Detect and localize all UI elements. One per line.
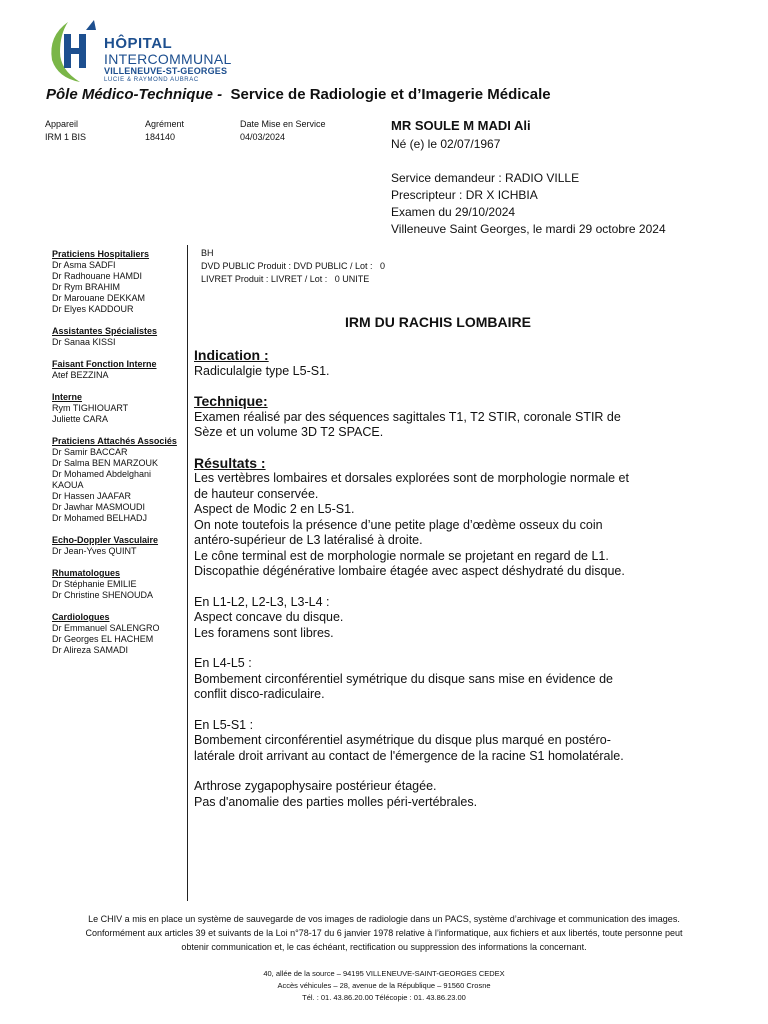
staff-group [52,436,188,524]
text-line: Bombement circonférentiel symétrique du disque sans mise en évidence de [194,671,613,686]
footer-notice [30,912,738,954]
footer-line-1: Le CHIV a mis en place un système de sauvegarde de vos images de radiologie dans un PACS, système d’archivage et communication des images. [88,914,680,924]
staff-name: Dr Georges EL HACHEM [52,634,154,644]
text-line: conflit disco-radiculaire. [194,687,325,701]
report-title: IRM DU RACHIS LOMBAIRE [345,314,531,330]
service-name: Service de Radiologie et d’Imagerie Médicale [230,86,551,103]
staff-name: Rym TIGHIOUART [52,403,129,413]
staff-name: Dr Radhouane HAMDI [52,271,143,281]
text-line: Bombement circonférentiel asymétrique du disque plus marqué en postéro- [194,733,611,747]
l4-l5-heading: En L4-L5 : [194,656,252,670]
staff-group-heading: Faisant Fonction Interne [52,359,157,369]
staff-name: KAOUA [52,480,84,490]
indication-text [194,364,684,380]
staff-group [52,249,188,315]
footer-line-3: obtenir communication et, le cas échéant, rectification ou suppression des informations la concernant. [181,942,587,952]
text-line: Pas d'anomalie des parties molles péri-vertébrales. [194,794,478,809]
l5-s1-text [194,733,684,764]
text-line: Sèze et un volume 3D T2 SPACE. [194,425,384,439]
staff-group [52,359,188,381]
address-line-1: 40, allée de la source – 94195 VILLENEUVE-SAINT-GEORGES CEDEX [263,969,505,978]
staff-name: Dr Salma BEN MARZOUK [52,458,159,468]
vertical-divider [187,245,188,901]
staff-name: Dr Sanaa KISSI [52,337,116,347]
staff-name: Dr Marouane DEKKAM [52,293,146,303]
technique-text [194,410,684,441]
address-line-3: Tél. : 01. 43.86.20.00 Télécopie : 01. 43.86.23.00 [302,993,466,1002]
text-line: Discopathie dégénérative lombaire étagée avec aspect déshydraté du disque. [194,564,625,578]
patient-birth: Né (e) le 02/07/1967 [391,137,501,151]
staff-name: Dr Samir BACCAR [52,447,128,457]
hospital-logo-text [104,36,232,84]
text-line: Arthrose zygapophysaire postérieur étagée. [194,779,437,793]
patient-name: MR SOULE M MADI Ali [391,118,531,133]
pole-title [46,86,551,103]
staff-group [52,392,188,425]
l4-l5-text [194,672,684,703]
staff-group-heading: Interne [52,392,83,402]
text-line: Radiculalgie type L5-S1. [194,363,330,378]
staff-sidebar [52,249,188,667]
supports-line-2: DVD PUBLIC Produit : DVD PUBLIC / Lot : 0 [201,261,386,271]
staff-name: Juliette CARA [52,414,109,424]
staff-name: Dr Christine SHENOUDA [52,590,154,600]
text-line: antéro-supérieur de L3 latéralisé à droite. [194,533,423,547]
exam-date: Examen du 29/10/2024 [391,205,516,219]
prescriber: Prescripteur : DR X ICHBIA [391,188,538,202]
place-date: Villeneuve Saint Georges, le mardi 29 octobre 2024 [391,222,666,236]
supports-line-3: LIVRET Produit : LIVRET / Lot : 0 UNITE [201,274,370,284]
indication-heading: Indication : [194,347,269,363]
staff-name: Dr Asma SADFI [52,260,116,270]
text-line: Le cône terminal est de morphologie normale se projetant en regard de L1. [194,548,609,563]
logo-line-4: LUCIE & RAYMOND AUBRAC [104,77,199,83]
staff-name: Dr Emmanuel SALENGRO [52,623,160,633]
text-line: Les foramens sont libres. [194,625,334,640]
staff-group [52,568,188,601]
staff-name: Dr Jawhar MASMOUDI [52,502,146,512]
staff-group-heading: Echo-Doppler Vasculaire [52,535,159,545]
staff-group-heading: Cardiologues [52,612,110,622]
staff-name: Dr Alireza SAMADI [52,645,129,655]
address-line-2: Accès véhicules – 28, avenue de la République – 91560 Crosne [277,981,491,990]
resultats-heading: Résultats : [194,454,266,471]
l5-s1-heading: En L5-S1 : [194,717,254,732]
staff-name: Dr Jean-Yves QUINT [52,546,137,556]
staff-name: Dr Elyes KADDOUR [52,304,134,314]
staff-group-heading: Assistantes Spécialistes [52,326,158,336]
date-service-value: 04/03/2024 [240,132,286,142]
staff-group-heading: Rhumatologues [52,568,121,578]
staff-name: Dr Mohamed Abdelghani [52,469,152,479]
staff-name: Dr Hassen JAAFAR [52,491,132,501]
l1-l4-text [194,610,684,641]
staff-group [52,535,188,557]
text-line: de hauteur conservée. [194,486,319,501]
requesting-service: Service demandeur : RADIO VILLE [391,171,580,185]
text-line: Aspect de Modic 2 en L5-S1. [194,502,355,516]
technique-heading: Technique: [194,393,268,409]
text-line: Examen réalisé par des séquences sagittales T1, T2 STIR, coronale STIR de [194,409,621,424]
exam-supports [201,247,385,286]
footer-address [30,968,738,1004]
staff-group-heading: Praticiens Hospitaliers [52,249,150,259]
conclusion-text [194,779,684,810]
staff-group [52,326,188,348]
l1-l4-heading: En L1-L2, L2-L3, L3-L4 : [194,594,330,609]
supports-line-1: BH [201,248,214,258]
footer-line-2: Conformément aux articles 39 et suivants de la Loi n°78-17 du 6 janvier 1978 relative à l’informatique, aux fichiers et aux libertés, toute personne peut [85,928,683,938]
text-line: Les vertèbres lombaires et dorsales explorées sont de morphologie normale et [194,471,629,485]
appareil-value: IRM 1 BIS [45,132,87,142]
logo-line-2: INTERCOMMUNAL [104,51,232,67]
agrement-label: Agrément [145,119,185,129]
staff-name: Dr Stéphanie EMILIE [52,579,137,589]
staff-group [52,612,188,656]
resultats-text [194,471,684,580]
agrement-value: 184140 [145,132,176,142]
logo-line-1: HÔPITAL [104,35,173,52]
date-service-label: Date Mise en Service [240,119,326,129]
staff-name: Dr Rym BRAHIM [52,282,120,292]
appareil-label: Appareil [45,119,79,129]
patient-block [391,117,666,238]
staff-name: Dr Mohamed BELHADJ [52,513,148,523]
logo-line-3: VILLENEUVE-ST-GEORGES [104,66,228,76]
pole-prefix: Pôle Médico-Technique - [46,86,223,103]
report-body [194,348,684,810]
text-line: Aspect concave du disque. [194,610,344,624]
date-service-block [240,118,326,144]
staff-name: Atef BEZZINA [52,370,109,380]
staff-group-heading: Praticiens Attachés Associés [52,436,177,446]
appareil-block [45,118,86,144]
agrement-block [145,118,184,144]
text-line: On note toutefois la présence d’une petite plage d’œdème osseux du coin [194,517,603,532]
text-line: latérale droit arrivant au contact de l'émergence de la racine S1 homolatérale. [194,748,624,763]
